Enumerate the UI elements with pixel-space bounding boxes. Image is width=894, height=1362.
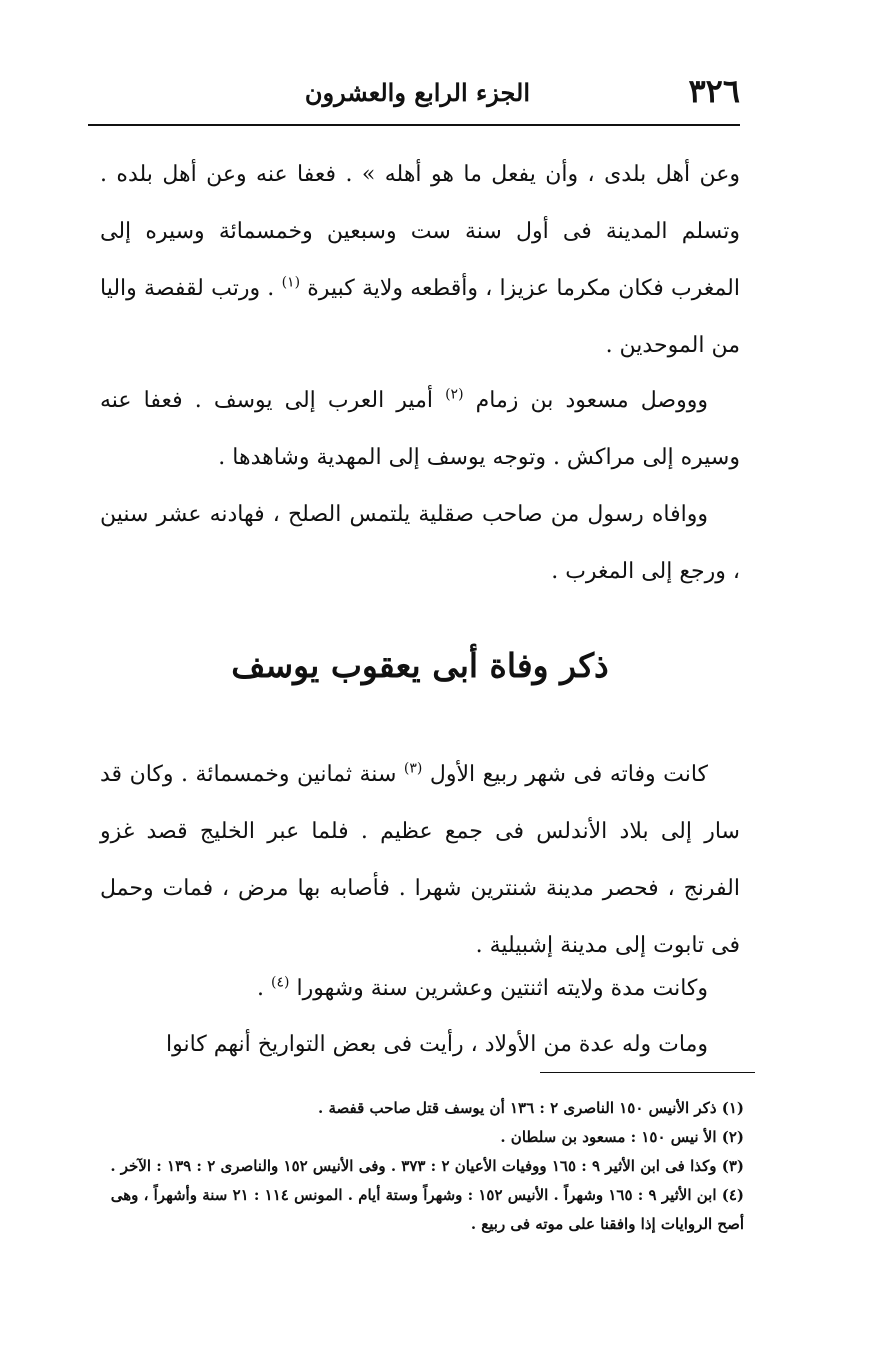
paragraph-4-head: كانت وفاته فى شهر ربيع الأول	[429, 762, 708, 787]
paragraph-6-text: ومات وله عدة من الأولاد ، رأيت فى بعض التواريخ أنهم كانوا	[165, 1032, 708, 1057]
paragraph-1	[100, 146, 740, 374]
paragraph-1-text: وعن أهل بلدى ، وأن يفعل ما هو أهله » . فعفا عنه وعن أهل بلده . وتسلم المدينة فى أول سنة ست وسبعين وخمسمائة وسيره إلى المغرب فكان مكرما عزيزا ، وأقطعه ولاية كبيرة	[100, 162, 741, 301]
paragraph-2-tail: أمير العرب إلى يوسف . فعفا عنه وسيره إلى مراكش . وتوجه يوسف إلى المهدية وشاهدها .	[100, 388, 740, 470]
paragraph-5-tail: .	[257, 976, 264, 1001]
footnote-rule	[540, 1072, 755, 1073]
footnote-ref-4: (٤)	[271, 974, 290, 991]
paragraph-4-tail: سنة ثمانين وخمسمائة . وكان قد سار إلى بلاد الأندلس فى جمع عظيم . فلما عبر الخليج قصد غزو الفرنج ، فحصر مدينة شنترين شهرا . فأصابه بها مرض ، فمات وحمل فى تابوت إلى مدينة إشبيلية .	[100, 762, 740, 958]
page-header	[88, 60, 740, 122]
paragraph-6	[100, 1016, 740, 1073]
footnote-ref-1: (١)	[281, 274, 301, 291]
paragraph-2	[100, 372, 740, 486]
paragraph-2-head: وووصل مسعود بن زمام	[475, 388, 708, 413]
footnote-ref-2: (٢)	[445, 386, 464, 403]
running-title: الجزء الرابع والعشرون	[304, 78, 530, 107]
header-rule	[88, 124, 740, 126]
page-number: ٣٢٦	[688, 72, 740, 110]
footnote-4: (٤) ابن الأثير ٩ : ١٦٥ وشهراً . الأنيس ١٥٢ : وشهراً وستة أيام . المونس ١١٤ : ٢١ سنة وأشهراً ، وهى أصح الروايات إذا وافقنا على موته فى ربيع .	[110, 1186, 744, 1233]
footnote-2: (٢) الأ نيس ١٥٠ : مسعود بن سلطان .	[500, 1128, 744, 1146]
footnotes	[104, 1094, 754, 1239]
paragraph-4	[100, 746, 740, 974]
paragraph-3-text: ووافاه رسول من صاحب صقلية يلتمس الصلح ، فهادنه عشر سنين ، ورجع إلى المغرب .	[100, 502, 740, 584]
footnote-3: (٣) وكذا فى ابن الأثير ٩ : ١٦٥ ووفيات الأعيان ٢ : ٣٧٣ . وفى الأنيس ١٥٢ والناصرى ٢ : ١٣٩ : الآخر .	[110, 1157, 744, 1175]
footnote-1: (١) ذكر الأنيس ١٥٠ الناصرى ٢ : ١٣٦ أن يوسف قتل صاحب قفصة .	[318, 1099, 744, 1117]
paragraph-5	[100, 960, 740, 1017]
paragraph-1-tail: . ورتب لقفصة واليا من الموحدين .	[100, 276, 740, 358]
footnote-ref-3: (٣)	[403, 760, 423, 777]
paragraph-5-head: وكانت مدة ولايته اثنتين وعشرين سنة وشهورا	[296, 976, 708, 1001]
paragraph-3	[100, 486, 740, 600]
section-heading: ذكر وفاة أبى يعقوب يوسف	[231, 646, 609, 685]
